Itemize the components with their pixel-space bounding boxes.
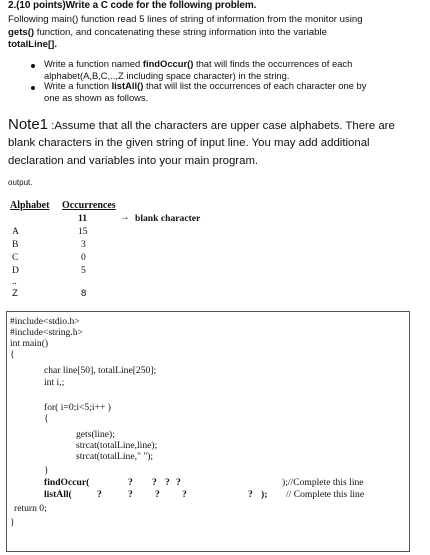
header-alphabet: Alphabet	[10, 200, 50, 211]
code-listall-call: listAll(	[44, 489, 72, 500]
gets-function-name: gets()	[8, 27, 35, 38]
code-listall-paren: );	[261, 489, 268, 500]
code-include-stdio: #include<stdio.h>	[10, 316, 80, 327]
code-strcat-2: strcat(totalLine," ");	[76, 451, 154, 462]
row-letter: D	[12, 265, 19, 276]
question-intro-line-3: totalLine[].	[8, 39, 58, 50]
blank-count: 11	[78, 213, 88, 224]
question-intro-line-1: Following main() function read 5 lines of string of information from the monitor using	[8, 14, 363, 25]
code-for-loop: for( i=0;i<5;i++ )	[44, 402, 111, 413]
right-arrow-icon: →	[120, 212, 130, 223]
placeholder-arg: ?	[155, 489, 160, 500]
bullet-1-line-2: alphabet(A,B,C,..,Z including space character) in the string.	[44, 70, 290, 81]
question-title: 2.(10 points)Write a C code for the following problem.	[8, 0, 257, 11]
code-open-brace: {	[10, 349, 15, 360]
row-count: 5	[81, 265, 86, 276]
note-label: Note1	[8, 116, 49, 133]
bullet-1-pre: Write a function named	[44, 58, 143, 69]
bullet-2-pre: Write a function	[44, 80, 112, 91]
placeholder-arg: ?	[248, 489, 253, 500]
code-return: return 0;	[14, 503, 47, 514]
row-count: 15	[78, 226, 88, 237]
code-for-close: }	[44, 465, 49, 476]
code-findoccur-call: findOccur(	[44, 477, 90, 488]
listall-name: listAll()	[111, 80, 144, 91]
code-listall-comment: // Complete this line	[286, 489, 365, 500]
code-include-string: #include<string.h>	[10, 327, 83, 338]
placeholder-arg: ?	[176, 477, 181, 488]
intro-line-2-rest: function, and concatenating these string information into the variable	[34, 27, 327, 38]
bullet-dot-icon	[31, 86, 35, 90]
placeholder-arg: ?	[97, 489, 102, 500]
bullet-1-line-1	[44, 58, 352, 70]
placeholder-arg: ?	[128, 477, 133, 488]
bullet-2-line-2: one as shown as follows.	[44, 92, 149, 103]
bullet-2-line-1	[44, 80, 366, 92]
row-count-z: 8	[81, 288, 87, 299]
bullet-dot-icon	[31, 64, 35, 68]
bullet-2-post: that will list the occurrences of each character one by	[143, 80, 367, 91]
code-strcat-1: strcat(totalLine,line);	[76, 440, 158, 451]
code-findoccur-end: );//Complete this line	[282, 477, 364, 488]
note-line-3: declaration and variables into your main program.	[8, 155, 259, 167]
ellipsis: ..	[12, 276, 17, 287]
output-label: output.	[8, 178, 33, 187]
code-box	[6, 311, 410, 552]
row-count: 0	[81, 252, 86, 263]
row-letter: A	[12, 226, 19, 237]
blank-character-label: blank character	[135, 213, 201, 224]
placeholder-arg: ?	[128, 489, 133, 500]
code-for-open: {	[44, 413, 49, 424]
code-declaration-1: char line[50], totalLine[250];	[44, 365, 157, 376]
code-main: int main()	[10, 338, 49, 349]
findoccur-name: findOccur()	[142, 58, 194, 69]
code-gets: gets(line);	[76, 429, 115, 440]
placeholder-arg: ?	[165, 477, 170, 488]
bullet-1-post: that will finds the occurrences of each	[193, 58, 353, 69]
row-letter: C	[12, 252, 19, 263]
row-count: 3	[81, 239, 86, 250]
note-line-1-text: :Assume that all the characters are upper case alphabets. There are	[48, 120, 395, 132]
placeholder-arg: ?	[182, 489, 187, 500]
note-line-1	[8, 115, 395, 136]
header-occurrences: Occurrences	[62, 200, 116, 211]
placeholder-arg: ?	[152, 477, 157, 488]
note-line-2: blank characters in the given string of input line. You may add additional	[8, 137, 370, 149]
row-letter-z: Z	[12, 288, 18, 299]
row-letter: B	[12, 239, 19, 250]
code-close-brace: }	[10, 517, 15, 528]
code-declaration-2: int i,;	[44, 377, 65, 388]
